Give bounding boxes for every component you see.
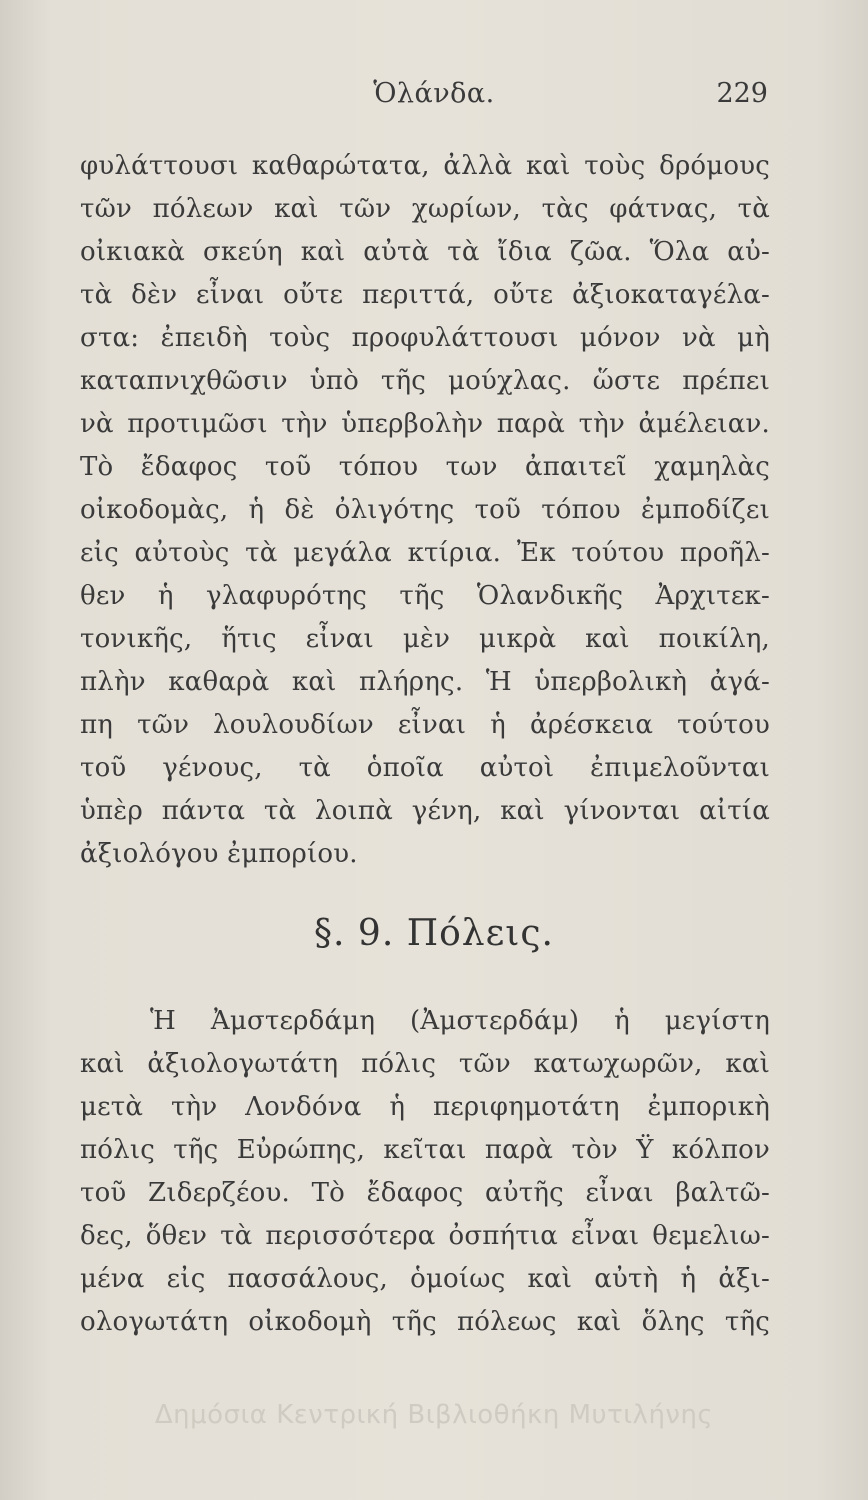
text-line: τοῦ Ζιδερζέου. Τὸ ἔδαφος αὐτῆς εἶναι βαλτῶ- [80,1178,770,1208]
running-head: Ὁλάνδα. [373,78,495,109]
text-line: εἰς αὐτοὺς τὰ μεγάλα κτίρια. Ἐκ τούτου προῆλ- [80,538,770,568]
text-line: ολογωτάτη οἰκοδομὴ τῆς πόλεως καὶ ὅλης τῆς [80,1307,770,1337]
text-line: τὰ δὲν εἶναι οὔτε περιττά, οὔτε ἀξιοκαταγέλα- [80,280,770,310]
page-number: 229 [716,78,768,109]
text-line: στα: ἐπειδὴ τοὺς προφυλάττουσι μόνον νὰ μὴ [80,323,770,353]
text-line: καὶ ἀξιολογωτάτη πόλις τῶν κατωχωρῶν, καὶ [80,1049,770,1079]
text-line: ἀξιολόγου ἐμπορίου. [80,839,358,869]
text-line: τονικῆς, ἥτις εἶναι μὲν μικρὰ καὶ ποικίλη, [80,624,770,654]
text-line: φυλάττουσι καθαρώτατα, ἀλλὰ καὶ τοὺς δρόμους [80,151,770,181]
section-heading: §. 9. Πόλεις. [314,913,554,954]
text-line: θεν ἡ γλαφυρότης τῆς Ὁλανδικῆς Ἀρχιτεκ- [80,581,770,611]
text-line: Τὸ ἔδαφος τοῦ τόπου των ἀπαιτεῖ χαμηλὰς [80,452,770,482]
text-line: πλὴν καθαρὰ καὶ πλήρης. Ἡ ὑπερβολικὴ ἀγά- [80,667,770,697]
paragraph-2 [80,1000,770,1344]
text-line: Ἡ Ἀμστερδάμη (Ἀμστερδάμ) ἡ μεγίστη [150,1006,770,1036]
text-line: οἰκιακὰ σκεύη καὶ αὐτὰ τὰ ἴδια ζῶα. Ὅλα αὐ- [80,237,770,267]
text-line: ὑπὲρ πάντα τὰ λοιπὰ γένη, καὶ γίνονται αἰτία [80,796,770,826]
text-line: τοῦ γένους, τὰ ὁποῖα αὐτοὶ ἐπιμελοῦνται [80,753,770,783]
text-line: τῶν πόλεων καὶ τῶν χωρίων, τὰς φάτνας, τὰ [80,194,770,224]
text-line: πη τῶν λουλουδίων εἶναι ἡ ἀρέσκεια τούτου [80,710,770,740]
text-line: μένα εἰς πασσάλους, ὁμοίως καὶ αὐτὴ ἡ ἀξι- [80,1264,770,1294]
text-line: νὰ προτιμῶσι τὴν ὑπερβολὴν παρὰ τὴν ἀμέλειαν. [80,409,770,439]
text-line: δες, ὅθεν τὰ περισσότερα ὀσπήτια εἶναι θεμελιω- [80,1221,770,1251]
text-line: μετὰ τὴν Λονδόνα ἡ περιφημοτάτη ἐμπορικὴ [80,1092,770,1122]
page-header [0,78,868,118]
text-line: οἰκοδομὰς, ἡ δὲ ὀλιγότης τοῦ τόπου ἐμποδίζει [80,495,770,525]
text-line: πόλις τῆς Εὐρώπης, κεῖται παρὰ τὸν Ϋ κόλπον [80,1135,770,1165]
paragraph-1 [80,145,770,876]
text-line: καταπνιχθῶσιν ὑπὸ τῆς μούχλας. ὥστε πρέπει [80,366,770,396]
library-watermark: Δημόσια Κεντρική Βιβλιοθήκη Μυτιλήνης [154,1400,714,1430]
